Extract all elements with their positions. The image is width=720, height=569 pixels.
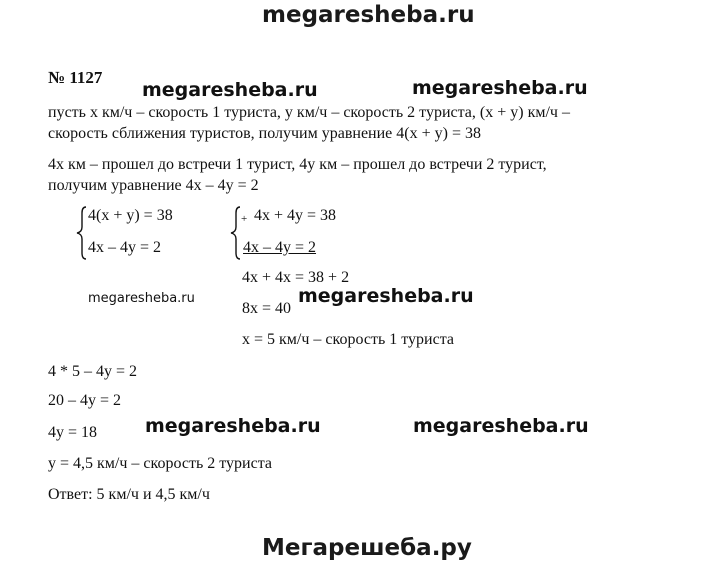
site-footer-title[interactable]: Мегарешеба.ру <box>262 535 472 561</box>
paragraph-line: скорость сближения туристов, получим уравнение 4(х + у) = 38 <box>48 125 481 142</box>
solution-line: 8х = 40 <box>242 300 292 317</box>
site-header-title[interactable]: megaresheba.ru <box>262 2 475 28</box>
watermark: megaresheba.ru <box>142 79 318 101</box>
solution-line: 4 * 5 – 4у = 2 <box>48 363 138 380</box>
watermark: megaresheba.ru <box>88 291 195 306</box>
answer-line: Ответ: 5 км/ч и 4,5 км/ч <box>48 486 210 503</box>
system-left-equation: 4х – 4у = 2 <box>88 239 162 256</box>
solution-line: у = 4,5 км/ч – скорость 2 туриста <box>48 455 272 472</box>
watermark: megaresheba.ru <box>298 285 474 307</box>
paragraph-line: 4х км – прошел до встречи 1 турист, 4у км – прошел до встречи 2 турист, <box>48 156 547 173</box>
system-right-equation: 4х – 4у = 2 <box>243 239 317 256</box>
right-brace-icon <box>228 205 242 261</box>
plus-sign: + <box>241 213 248 225</box>
solution-line: 4х + 4х = 38 + 2 <box>242 269 350 286</box>
solution-line: 20 – 4у = 2 <box>48 392 122 409</box>
watermark: megaresheba.ru <box>413 415 589 437</box>
system-left-equation: 4(х + у) = 38 <box>88 207 173 224</box>
paragraph-line: пусть х км/ч – скорость 1 туриста, у км/ч – скорость 2 туриста, (х + у) км/ч – <box>48 104 570 121</box>
solution-line: х = 5 км/ч – скорость 1 туриста <box>242 331 454 348</box>
paragraph-line: получим уравнение 4х – 4у = 2 <box>48 177 259 194</box>
left-brace-icon <box>74 205 88 261</box>
solution-line: 4у = 18 <box>48 424 98 441</box>
system-right-equation: 4х + 4у = 38 <box>254 207 337 224</box>
watermark: megaresheba.ru <box>145 415 321 437</box>
problem-number: № 1127 <box>48 68 103 87</box>
watermark: megaresheba.ru <box>412 77 588 99</box>
